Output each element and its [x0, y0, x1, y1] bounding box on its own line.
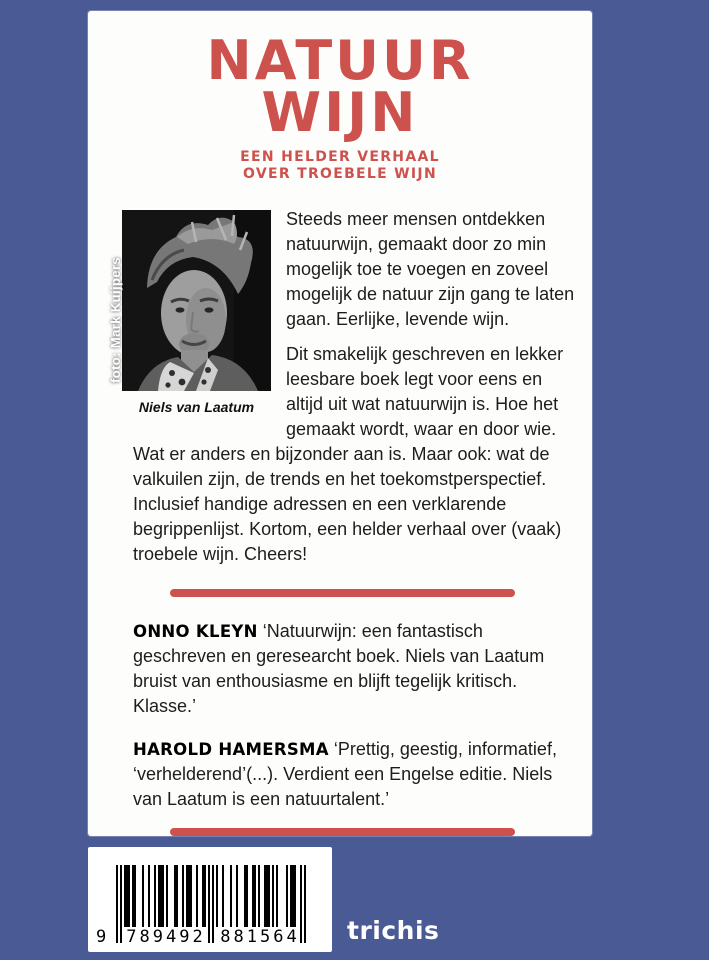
publisher-logo: trichis	[347, 916, 440, 945]
isbn-digit-first: 9	[96, 927, 107, 947]
blurb-text-block	[88, 207, 592, 567]
author-photo-figure	[108, 210, 271, 420]
blurb-paragraph-1: Steeds meer mensen ontdekken natuurwijn, gemaakt door zo min mogelijk toe te voegen en zoveel mogelijk de natuur zijn gang te laten gaan. Eerlijke, levende wijn.	[286, 209, 575, 329]
subtitle-line-2: OVER TROEBELE WIJN	[243, 166, 437, 182]
review-text-1: ‘Natuurwijn: een fantastisch geschreven en geresearcht boek. Niels van Laatum bruist van enthousiasme en blijft tegelijk kritisch. Klasse.’	[133, 621, 545, 716]
subtitle-line-1: EEN HELDER VERHAAL	[240, 149, 440, 165]
red-divider-bottom	[170, 828, 515, 836]
review-author-1: ONNO KLEYN	[133, 622, 258, 641]
review-quote-2	[88, 737, 592, 812]
photo-credit: foto: Mark Kuijpers	[108, 256, 123, 383]
red-divider-top	[170, 589, 515, 597]
title-line-1: NATUUR	[206, 29, 474, 92]
title-line-2: WIJN	[261, 81, 419, 144]
cover-card	[88, 11, 592, 836]
photo-caption: Niels van Laatum	[138, 399, 255, 415]
review-text-2: ‘Prettig, geestig, informatief, ‘verhelderend’(...). Verdient een Engelse editie. Niels van Laatum is een natuurtalent.’	[133, 739, 557, 809]
isbn-digits-left: 789492	[126, 927, 206, 947]
author-photo	[108, 210, 271, 391]
isbn-digits-right: 881564	[220, 927, 300, 947]
author-portrait-image	[122, 210, 271, 391]
review-author-2: HAROLD HAMERSMA	[133, 740, 329, 759]
book-subtitle	[88, 149, 592, 183]
blurb-paragraph-2: Dit smakelijk geschreven en lekker leesbare boek legt voor eens en altijd uit wat natuurwijn is. Hoe het gemaakt wordt, waar en door wie. Wat er anders en bijzonder aan is. Maar ook: wat de valkuilen zijn, de trends en het toekomstperspectief. Inclusief handige adressen en een verklarende begrippenlijst. Kortom, een helder verhaal over (vaak) troebele wijn. Cheers!	[133, 344, 564, 564]
isbn-barcode-box	[88, 847, 332, 952]
book-title	[88, 29, 592, 144]
review-quote-1	[88, 619, 592, 719]
